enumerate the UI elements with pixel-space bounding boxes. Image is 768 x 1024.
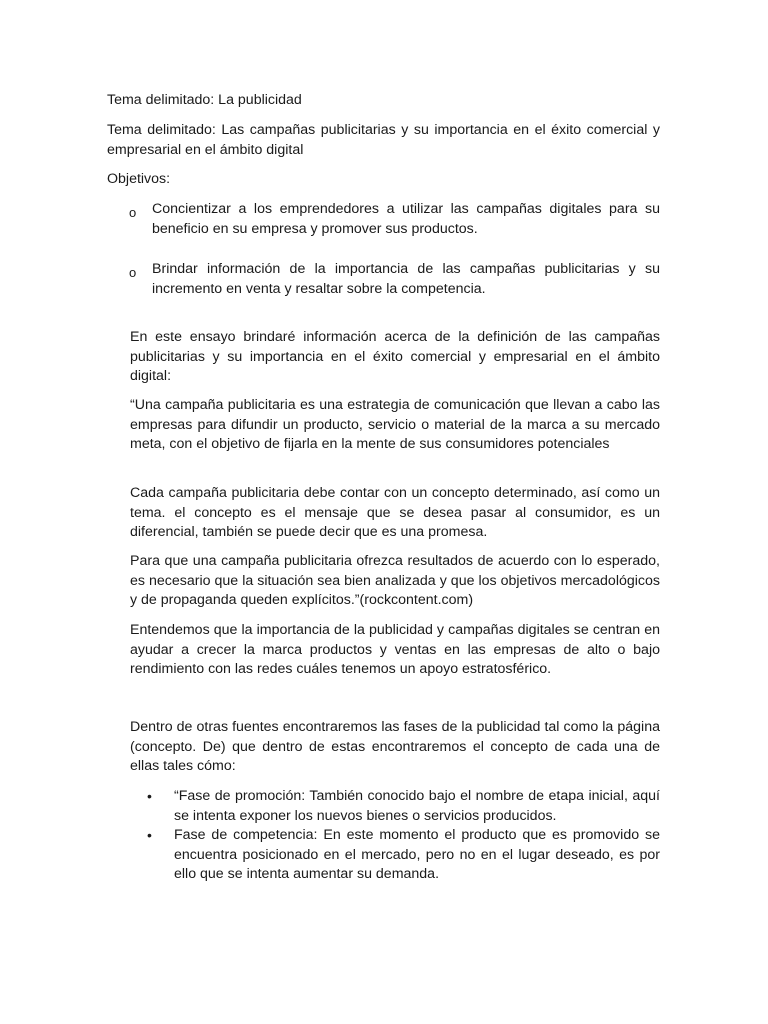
list-bullet-hollow: o: [129, 205, 137, 220]
objectives-label: Objetivos:: [107, 171, 171, 187]
list-bullet-dot: •: [147, 827, 152, 843]
paragraph-concept: Cada campaña publicitaria debe contar con un concepto determinado, así como un tema. el concepto es el mensaje que se desea pasar al consumidor, es un diferencial, también se puede decir que es una promesa.: [130, 485, 660, 540]
paragraph-intro: En este ensayo brindaré información acerca de la definición de las campañas publicitarias y su importancia en el éxito comercial y empresarial en el ámbito digital:: [130, 329, 660, 384]
heading-delimited-topic: Tema delimitado: Las campañas publicitarias y su importancia en el éxito comercial y empresarial en el ámbito digital: [107, 122, 660, 158]
phase-item: “Fase de promoción: También conocido bajo el nombre de etapa inicial, aquí se intenta exponer los nuevos bienes o servicios producidos.: [174, 788, 660, 824]
objective-item: Concientizar a los emprendedores a utilizar las campañas digitales para su beneficio en su empresa y promover sus productos.: [152, 201, 660, 237]
paragraph-importance: Entendemos que la importancia de la publicidad y campañas digitales se centran en ayudar a crecer la marca productos y ventas en las empresas de alto o bajo rendimiento con las redes cuáles tenemos un apoyo estratosférico.: [130, 622, 660, 677]
list-bullet-dot: •: [147, 788, 152, 804]
list-bullet-hollow: o: [129, 265, 137, 280]
objective-item: Brindar información de la importancia de las campañas publicitarias y su incremento en venta y resaltar sobre la competencia.: [152, 261, 660, 297]
paragraph-results: Para que una campaña publicitaria ofrezca resultados de acuerdo con lo esperado, es necesario que la situación sea bien analizada y que los objetivos mercadológicos y de propaganda queden explícitos.”(rockcontent.com): [130, 553, 660, 608]
paragraph-quote-definition: “Una campaña publicitaria es una estrategia de comunicación que llevan a cabo las empresas para difundir un producto, servicio o material de la marca a su mercado meta, con el objetivo de fijarla en la mente de sus consumidores potenciales: [130, 397, 660, 452]
paragraph-phases-intro: Dentro de otras fuentes encontraremos las fases de la publicidad tal como la página (concepto. De) que dentro de estas encontraremos el concepto de cada una de ellas tales cómo:: [130, 719, 660, 774]
heading-topic: Tema delimitado: La publicidad: [107, 92, 302, 108]
phase-item: Fase de competencia: En este momento el producto que es promovido se encuentra posicionado en el mercado, pero no en el lugar deseado, es por ello que se intenta aumentar su demanda.: [174, 827, 660, 882]
